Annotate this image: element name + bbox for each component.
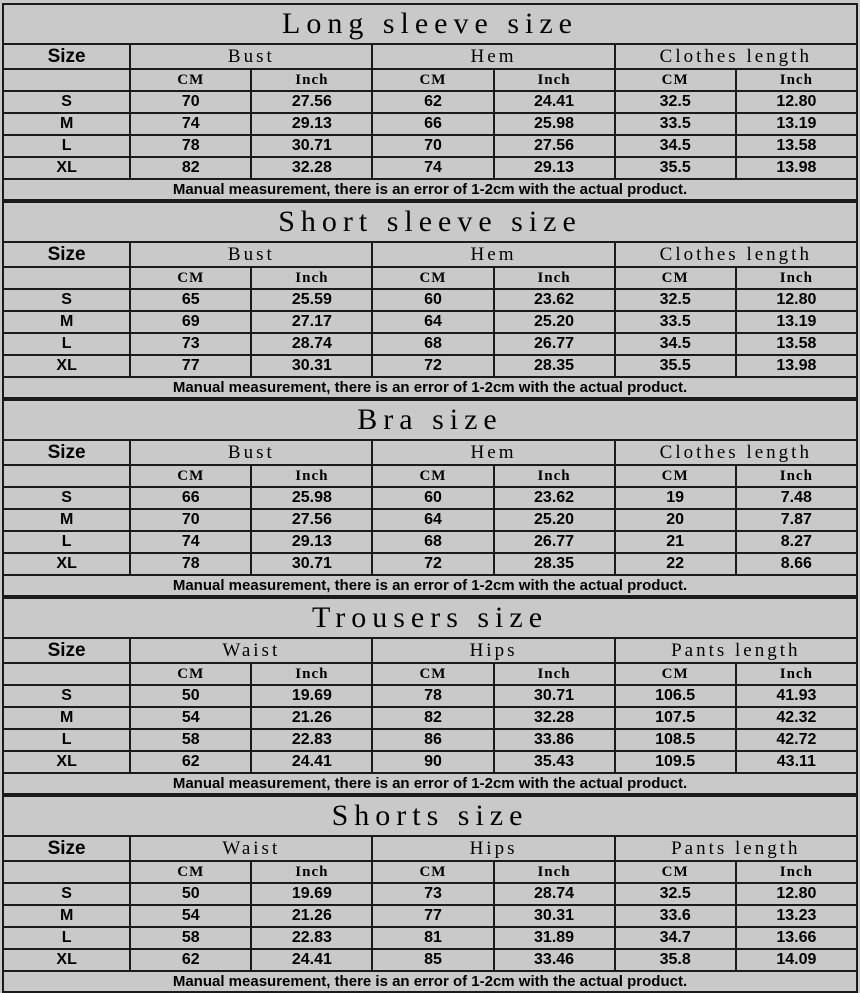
unit-header-cm: CM [130, 69, 251, 91]
table-row [3, 729, 857, 751]
value-cell: 72 [372, 355, 493, 377]
unit-header-cm: CM [372, 267, 493, 289]
value-cell: 85 [372, 949, 493, 971]
column-header-size: Size [3, 836, 130, 861]
unit-header-cm: CM [130, 267, 251, 289]
value-cell: 66 [130, 487, 251, 509]
table-row [3, 751, 857, 773]
size-cell: L [3, 729, 130, 751]
column-header-bust: Bust [130, 242, 372, 267]
value-cell: 43.11 [736, 751, 857, 773]
value-cell: 28.74 [494, 883, 615, 905]
value-cell: 24.41 [251, 751, 372, 773]
table-title: Bra size [3, 400, 857, 440]
unit-header-inch: Inch [251, 465, 372, 487]
value-cell: 25.59 [251, 289, 372, 311]
value-cell: 13.66 [736, 927, 857, 949]
value-cell: 64 [372, 509, 493, 531]
table-header-row [3, 836, 857, 861]
value-cell: 74 [372, 157, 493, 179]
value-cell: 82 [130, 157, 251, 179]
empty-cell [3, 267, 130, 289]
value-cell: 19.69 [251, 883, 372, 905]
table-row [3, 333, 857, 355]
value-cell: 77 [130, 355, 251, 377]
unit-header-cm: CM [130, 465, 251, 487]
value-cell: 21 [615, 531, 736, 553]
value-cell: 81 [372, 927, 493, 949]
value-cell: 33.5 [615, 311, 736, 333]
table-subheader-row [3, 267, 857, 289]
value-cell: 54 [130, 707, 251, 729]
value-cell: 19 [615, 487, 736, 509]
value-cell: 27.17 [251, 311, 372, 333]
value-cell: 35.43 [494, 751, 615, 773]
value-cell: 21.26 [251, 905, 372, 927]
unit-header-cm: CM [372, 663, 493, 685]
value-cell: 78 [130, 553, 251, 575]
value-cell: 30.71 [494, 685, 615, 707]
value-cell: 34.5 [615, 135, 736, 157]
unit-header-cm: CM [615, 69, 736, 91]
size-cell: M [3, 113, 130, 135]
value-cell: 108.5 [615, 729, 736, 751]
table-row [3, 949, 857, 971]
value-cell: 74 [130, 531, 251, 553]
table-body [3, 289, 857, 377]
value-cell: 77 [372, 905, 493, 927]
column-header-size: Size [3, 440, 130, 465]
unit-header-cm: CM [615, 663, 736, 685]
table-note-row [3, 575, 857, 596]
value-cell: 23.62 [494, 487, 615, 509]
table-note-row [3, 773, 857, 794]
value-cell: 62 [130, 949, 251, 971]
value-cell: 50 [130, 883, 251, 905]
table-title: Short sleeve size [3, 202, 857, 242]
table-row [3, 289, 857, 311]
value-cell: 26.77 [494, 531, 615, 553]
column-header-pants-length: Pants length [615, 638, 857, 663]
value-cell: 62 [130, 751, 251, 773]
unit-header-cm: CM [615, 465, 736, 487]
value-cell: 26.77 [494, 333, 615, 355]
size-cell: S [3, 289, 130, 311]
table-body [3, 883, 857, 971]
size-cell: S [3, 91, 130, 113]
table-header-row [3, 242, 857, 267]
unit-header-cm: CM [372, 69, 493, 91]
value-cell: 66 [372, 113, 493, 135]
value-cell: 30.71 [251, 553, 372, 575]
value-cell: 13.58 [736, 333, 857, 355]
value-cell: 33.6 [615, 905, 736, 927]
unit-header-cm: CM [130, 663, 251, 685]
empty-cell [3, 69, 130, 91]
unit-header-inch: Inch [494, 69, 615, 91]
unit-header-cm: CM [372, 465, 493, 487]
table-row [3, 531, 857, 553]
value-cell: 73 [372, 883, 493, 905]
value-cell: 90 [372, 751, 493, 773]
value-cell: 42.72 [736, 729, 857, 751]
measurement-note: Manual measurement, there is an error of 1-2cm with the actual product. [3, 773, 857, 794]
value-cell: 22 [615, 553, 736, 575]
value-cell: 32.5 [615, 91, 736, 113]
value-cell: 68 [372, 531, 493, 553]
size-cell: L [3, 135, 130, 157]
value-cell: 82 [372, 707, 493, 729]
value-cell: 30.31 [251, 355, 372, 377]
value-cell: 32.5 [615, 883, 736, 905]
unit-header-cm: CM [130, 861, 251, 883]
size-cell: XL [3, 553, 130, 575]
value-cell: 29.13 [251, 531, 372, 553]
size-cell: S [3, 685, 130, 707]
table-row [3, 113, 857, 135]
unit-header-cm: CM [372, 861, 493, 883]
unit-header-inch: Inch [251, 861, 372, 883]
table-subheader-row [3, 861, 857, 883]
size-cell: L [3, 531, 130, 553]
value-cell: 33.86 [494, 729, 615, 751]
value-cell: 13.19 [736, 113, 857, 135]
value-cell: 54 [130, 905, 251, 927]
table-header-row [3, 44, 857, 69]
value-cell: 28.35 [494, 355, 615, 377]
size-cell: XL [3, 157, 130, 179]
unit-header-inch: Inch [251, 663, 372, 685]
empty-cell [3, 465, 130, 487]
value-cell: 29.13 [494, 157, 615, 179]
empty-cell [3, 861, 130, 883]
table-title: Long sleeve size [3, 4, 857, 44]
value-cell: 35.8 [615, 949, 736, 971]
value-cell: 68 [372, 333, 493, 355]
table-header-row [3, 440, 857, 465]
value-cell: 86 [372, 729, 493, 751]
value-cell: 74 [130, 113, 251, 135]
value-cell: 58 [130, 927, 251, 949]
column-header-size: Size [3, 242, 130, 267]
value-cell: 27.56 [251, 509, 372, 531]
value-cell: 32.28 [494, 707, 615, 729]
column-header-hem: Hem [372, 44, 614, 69]
value-cell: 32.28 [251, 157, 372, 179]
size-cell: S [3, 487, 130, 509]
table-subheader-row [3, 663, 857, 685]
value-cell: 30.71 [251, 135, 372, 157]
table-row [3, 135, 857, 157]
table-note-row [3, 971, 857, 992]
unit-header-inch: Inch [494, 465, 615, 487]
table-body [3, 91, 857, 179]
table-subheader-row [3, 465, 857, 487]
table-subheader-row [3, 69, 857, 91]
empty-cell [3, 663, 130, 685]
size-cell: L [3, 333, 130, 355]
table-row [3, 685, 857, 707]
value-cell: 28.35 [494, 553, 615, 575]
size-cell: M [3, 311, 130, 333]
table-body [3, 685, 857, 773]
size-cell: XL [3, 751, 130, 773]
value-cell: 78 [372, 685, 493, 707]
measurement-note: Manual measurement, there is an error of 1-2cm with the actual product. [3, 575, 857, 596]
value-cell: 32.5 [615, 289, 736, 311]
column-header-bust: Bust [130, 440, 372, 465]
value-cell: 12.80 [736, 289, 857, 311]
value-cell: 24.41 [251, 949, 372, 971]
table-row [3, 509, 857, 531]
value-cell: 69 [130, 311, 251, 333]
value-cell: 13.58 [736, 135, 857, 157]
unit-header-inch: Inch [736, 267, 857, 289]
table-row [3, 553, 857, 575]
table-row [3, 355, 857, 377]
table-title-row [3, 4, 857, 44]
size-table-bra [2, 399, 858, 597]
measurement-note: Manual measurement, there is an error of 1-2cm with the actual product. [3, 377, 857, 398]
value-cell: 30.31 [494, 905, 615, 927]
value-cell: 13.98 [736, 157, 857, 179]
unit-header-inch: Inch [736, 465, 857, 487]
table-title-row [3, 202, 857, 242]
value-cell: 13.23 [736, 905, 857, 927]
table-title-row [3, 598, 857, 638]
size-cell: XL [3, 949, 130, 971]
value-cell: 8.66 [736, 553, 857, 575]
table-title: Trousers size [3, 598, 857, 638]
column-header-bust: Bust [130, 44, 372, 69]
value-cell: 70 [372, 135, 493, 157]
value-cell: 58 [130, 729, 251, 751]
value-cell: 25.20 [494, 311, 615, 333]
value-cell: 70 [130, 509, 251, 531]
column-header-hips: Hips [372, 638, 614, 663]
value-cell: 70 [130, 91, 251, 113]
value-cell: 21.26 [251, 707, 372, 729]
value-cell: 28.74 [251, 333, 372, 355]
table-title: Shorts size [3, 796, 857, 836]
table-body [3, 487, 857, 575]
value-cell: 62 [372, 91, 493, 113]
table-row [3, 883, 857, 905]
table-row [3, 905, 857, 927]
unit-header-inch: Inch [251, 267, 372, 289]
column-header-pants-length: Pants length [615, 836, 857, 861]
value-cell: 31.89 [494, 927, 615, 949]
value-cell: 14.09 [736, 949, 857, 971]
value-cell: 27.56 [251, 91, 372, 113]
value-cell: 78 [130, 135, 251, 157]
size-cell: L [3, 927, 130, 949]
unit-header-cm: CM [615, 861, 736, 883]
size-cell: XL [3, 355, 130, 377]
table-row [3, 157, 857, 179]
column-header-hips: Hips [372, 836, 614, 861]
value-cell: 65 [130, 289, 251, 311]
value-cell: 35.5 [615, 157, 736, 179]
value-cell: 24.41 [494, 91, 615, 113]
size-table-trousers [2, 597, 858, 795]
measurement-note: Manual measurement, there is an error of 1-2cm with the actual product. [3, 179, 857, 200]
measurement-note: Manual measurement, there is an error of 1-2cm with the actual product. [3, 971, 857, 992]
value-cell: 25.20 [494, 509, 615, 531]
value-cell: 60 [372, 487, 493, 509]
table-row [3, 707, 857, 729]
column-header-clothes-length: Clothes length [615, 440, 857, 465]
value-cell: 109.5 [615, 751, 736, 773]
value-cell: 72 [372, 553, 493, 575]
unit-header-cm: CM [615, 267, 736, 289]
value-cell: 41.93 [736, 685, 857, 707]
column-header-size: Size [3, 44, 130, 69]
unit-header-inch: Inch [251, 69, 372, 91]
table-note-row [3, 377, 857, 398]
value-cell: 42.32 [736, 707, 857, 729]
size-cell: M [3, 509, 130, 531]
value-cell: 60 [372, 289, 493, 311]
value-cell: 35.5 [615, 355, 736, 377]
value-cell: 8.27 [736, 531, 857, 553]
unit-header-inch: Inch [736, 69, 857, 91]
value-cell: 33.5 [615, 113, 736, 135]
unit-header-inch: Inch [736, 663, 857, 685]
size-cell: S [3, 883, 130, 905]
column-header-clothes-length: Clothes length [615, 242, 857, 267]
value-cell: 73 [130, 333, 251, 355]
size-table-shorts [2, 795, 858, 993]
value-cell: 29.13 [251, 113, 372, 135]
value-cell: 12.80 [736, 883, 857, 905]
table-header-row [3, 638, 857, 663]
column-header-size: Size [3, 638, 130, 663]
value-cell: 107.5 [615, 707, 736, 729]
value-cell: 33.46 [494, 949, 615, 971]
value-cell: 20 [615, 509, 736, 531]
value-cell: 7.48 [736, 487, 857, 509]
column-header-clothes-length: Clothes length [615, 44, 857, 69]
column-header-hem: Hem [372, 440, 614, 465]
unit-header-inch: Inch [494, 861, 615, 883]
table-row [3, 311, 857, 333]
table-row [3, 927, 857, 949]
value-cell: 50 [130, 685, 251, 707]
unit-header-inch: Inch [736, 861, 857, 883]
value-cell: 13.19 [736, 311, 857, 333]
column-header-waist: Waist [130, 836, 372, 861]
size-table-long-sleeve [2, 3, 858, 201]
column-header-hem: Hem [372, 242, 614, 267]
table-row [3, 487, 857, 509]
table-row [3, 91, 857, 113]
value-cell: 23.62 [494, 289, 615, 311]
value-cell: 34.7 [615, 927, 736, 949]
column-header-waist: Waist [130, 638, 372, 663]
value-cell: 13.98 [736, 355, 857, 377]
value-cell: 25.98 [494, 113, 615, 135]
value-cell: 12.80 [736, 91, 857, 113]
table-title-row [3, 400, 857, 440]
table-title-row [3, 796, 857, 836]
value-cell: 34.5 [615, 333, 736, 355]
value-cell: 19.69 [251, 685, 372, 707]
size-cell: M [3, 707, 130, 729]
value-cell: 27.56 [494, 135, 615, 157]
value-cell: 25.98 [251, 487, 372, 509]
table-note-row [3, 179, 857, 200]
size-table-short-sleeve [2, 201, 858, 399]
value-cell: 22.83 [251, 927, 372, 949]
unit-header-inch: Inch [494, 663, 615, 685]
value-cell: 7.87 [736, 509, 857, 531]
size-cell: M [3, 905, 130, 927]
value-cell: 106.5 [615, 685, 736, 707]
value-cell: 22.83 [251, 729, 372, 751]
unit-header-inch: Inch [494, 267, 615, 289]
value-cell: 64 [372, 311, 493, 333]
